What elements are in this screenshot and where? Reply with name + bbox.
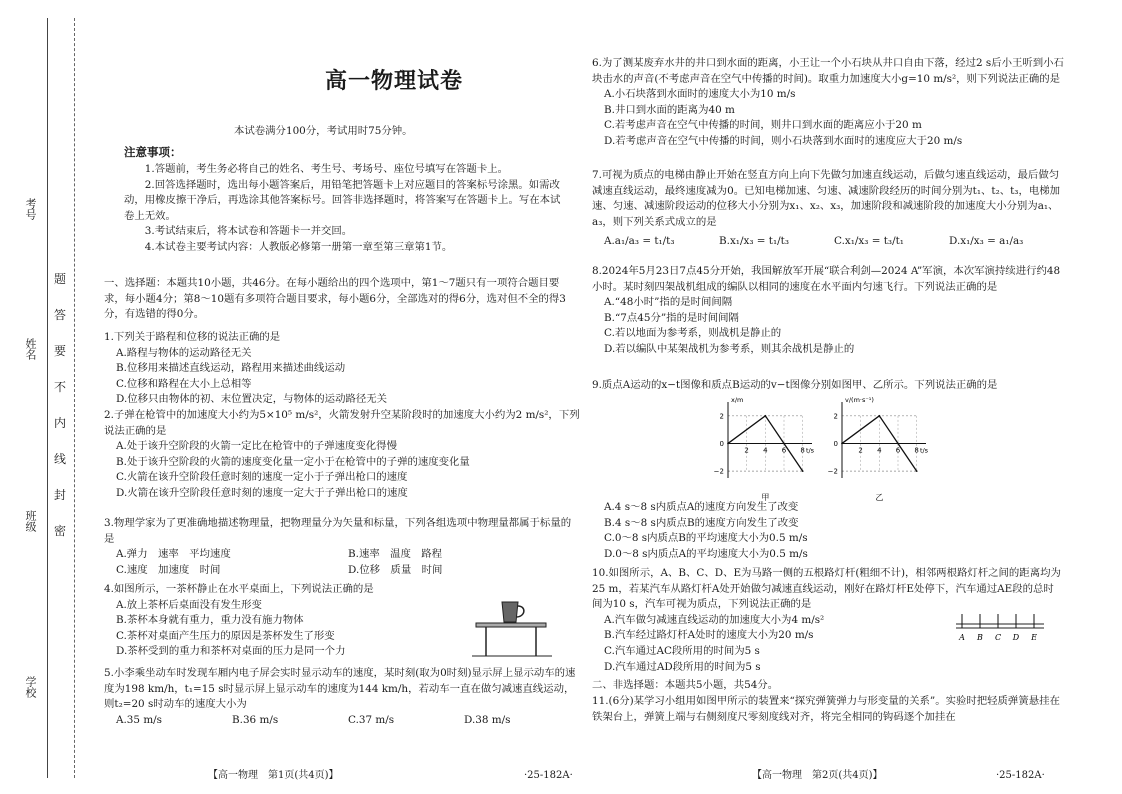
option: B.位移用来描述直线运动，路程用来描述曲线运动 [116, 362, 346, 375]
pole-label: D [1012, 633, 1020, 642]
question-2 [104, 408, 580, 502]
cup-icon [502, 602, 518, 622]
warning-char: 不 [53, 380, 66, 394]
question-stem: 10.如图所示，A、B、C、D、E为马路一侧的五根路灯杆(粗细不计)，相邻两根路灯杆之间的距离均为25 m，若某汽车从路灯杆A处开始做匀减速直线运动，刚好在路灯杆E处停下，汽车通过AE段的总时间为10 s，汽车可视为质点，下列说法正确的是 [592, 567, 1061, 611]
x-tick-label: 6 [895, 446, 901, 455]
x-tick-label: 6 [781, 446, 787, 455]
footer-page-right: 【高一物理 第2页(共4页)】 [752, 770, 883, 781]
y-tick-label: 0 [833, 439, 838, 448]
label-kaohao: 考号 [24, 198, 37, 220]
option: D.火箭在该升空阶段任意时刻的速度一定大于子弹出枪口的速度 [116, 486, 408, 499]
notice-item: 4.本试卷主要考试内容：人教版必修第一册第一章至第三章第1节。 [144, 240, 453, 253]
option: D.若以编队中某架战机为参考系，则其余战机是静止的 [604, 342, 855, 355]
x-axis-label: t/s [805, 446, 815, 455]
option: A.35 m/s [116, 713, 163, 726]
option: B.处于该升空阶段的火箭的速度变化量一定小于在枪管中的子弹的速度变化量 [116, 455, 470, 468]
option: C.速度 加速度 时间 [116, 563, 221, 576]
cup-on-table-figure [472, 598, 552, 660]
option: C.0～8 s内质点B的平均速度大小为0.5 m/s [604, 532, 808, 545]
chart-yi [824, 394, 944, 504]
option: B.井口到水面的距离为40 m [604, 103, 735, 116]
question-7 [592, 168, 1064, 250]
question-3 [104, 516, 580, 578]
right-column [592, 0, 1064, 794]
question-9-options [592, 500, 1064, 562]
option: A.放上茶杯后桌面没有发生形变 [116, 598, 262, 611]
option: D.位移只由物体的初、末位置决定，与物体的运动路径无关 [116, 393, 388, 406]
warning-char: 线 [53, 452, 66, 466]
option: A.4 s～8 s内质点A的速度方向发生了改变 [604, 501, 799, 513]
question-4 [104, 582, 484, 660]
notice-item: 3.考试结束后，将本试卷和答题卡一并交回。 [144, 225, 353, 237]
question-stem: 1.下列关于路程和位移的说法正确的是 [104, 331, 281, 343]
warning-char: 题 [53, 272, 66, 286]
question-11 [592, 694, 1064, 725]
street-poles-figure [954, 610, 1046, 646]
y-tick-label: −2 [827, 467, 838, 476]
option: C.若以地面为参考系，则战机是静止的 [604, 327, 782, 340]
warning-char: 封 [53, 488, 66, 502]
option: D.0～8 s内质点A的平均速度大小为0.5 m/s [604, 547, 808, 560]
option: D.38 m/s [464, 713, 511, 726]
x-tick-label: 8 [914, 446, 919, 455]
cup-handle [517, 606, 524, 617]
pole-label: C [994, 633, 1002, 642]
data-point [802, 470, 804, 472]
option: A.处于该升空阶段的火箭一定比在枪管中的子弹速度变化得慢 [116, 440, 397, 453]
option: A.a₁/a₃ = t₁/t₃ [604, 235, 675, 248]
y-tick-label: 2 [719, 412, 724, 421]
option-row [592, 234, 1064, 250]
option: B.“7点45分”指的是时间间隔 [604, 311, 739, 324]
option: A.弹力 速率 平均速度 [116, 548, 231, 561]
section-2-heading: 二、非选择题：本题共5小题，共54分。 [592, 679, 779, 691]
x-tick-label: 4 [763, 446, 768, 455]
pole-label: B [977, 633, 983, 642]
data-point [783, 443, 785, 445]
question-stem: 4.如图所示，一茶杯静止在水平桌面上，下列说法正确的是 [104, 583, 374, 595]
option: C.汽车通过AC段所用的时间为5 s [604, 644, 760, 657]
option: C.火箭在该升空阶段任意时刻的速度一定小于子弹出枪口的速度 [116, 471, 408, 484]
notice-item: 2.回答选择题时，选出每小题答案后，用铅笔把答题卡上对应题目的答案标号涂黑。如需改动，用橡皮擦干净后，再选涂其他答案标号。回答非选择题时，将答案写在答题卡上。写在本试卷上无效。 [124, 178, 561, 222]
question-6 [592, 56, 1064, 150]
data-point [897, 443, 899, 445]
y-axis-label: v/(m·s⁻¹) [845, 396, 874, 404]
option: D.若考虑声音在空气中传播的时间，则小石块落到水面时的速度应大于20 m/s [604, 134, 963, 147]
option: B.x₁/x₃ = t₁/t₃ [719, 235, 789, 248]
question-8 [592, 264, 1064, 358]
option: C.茶杯对桌面产生压力的原因是茶杯发生了形变 [116, 629, 335, 642]
data-point [841, 443, 843, 445]
option: A.小石块落到水面时的速度大小为10 m/s [604, 88, 796, 101]
chart-jia [710, 394, 830, 504]
subtitle: 本试卷满分100分，考试用时75分钟。 [234, 125, 413, 137]
question-stem: 2.子弹在枪管中的加速度大小约为5×10⁵ m/s²，火箭发射升空某阶段时的加速度大小约为2 m/s²，下列说法正确的是 [104, 409, 580, 437]
x-tick-label: 8 [800, 446, 805, 455]
option: B.4 s～8 s内质点B的速度方向发生了改变 [604, 516, 799, 529]
question-9 [592, 378, 1064, 394]
data-point [764, 415, 766, 417]
notice-item: 1.答题前，考生务必将自己的姓名、考生号、考场号、座位号填写在答题卡上。 [144, 163, 508, 175]
table-top [476, 623, 546, 627]
option: D.位移 质量 时间 [348, 563, 443, 576]
label-xuexiao: 学校 [24, 676, 37, 698]
option: B.汽车经过路灯杆A处时的速度大小为20 m/s [604, 629, 814, 642]
option: D.茶杯受到的重力和茶杯对桌面的压力是同一个力 [116, 645, 346, 658]
option: B.速率 温度 路程 [348, 548, 443, 561]
warning-char: 答 [53, 308, 66, 322]
warning-char: 密 [53, 524, 66, 538]
option: C.37 m/s [348, 713, 395, 726]
footer-code-left: ·25-182A· [524, 770, 573, 781]
label-xingming: 姓名 [24, 338, 37, 360]
binding-dashed-line [74, 18, 75, 778]
warning-char: 内 [53, 416, 66, 430]
chart-title: 乙 [875, 493, 884, 502]
question-stem: 11.(6分)某学习小组用如图甲所示的装置来“探究弹簧弹力与形变量的关系”。实验时把轻质弹簧悬挂在铁架台上，弹簧上端与右侧刻度尺零刻度线对齐，将完全相同的钩码逐个加挂在 [592, 695, 1060, 723]
page-title: 高一物理试卷 [324, 68, 463, 94]
y-tick-label: −2 [713, 467, 724, 476]
x-tick-label: 2 [858, 446, 863, 455]
option-row [104, 563, 580, 579]
y-tick-label: 2 [833, 412, 838, 421]
option: B.茶杯本身就有重力，重力没有施力物体 [116, 614, 304, 627]
notice-heading: 注意事项： [124, 145, 182, 159]
x-tick-label: 4 [877, 446, 882, 455]
footer-page-left: 【高一物理 第1页(共4页)】 [208, 770, 339, 781]
x-axis-label: t/s [919, 446, 929, 455]
option: C.x₁/x₃ = t₃/t₁ [834, 235, 904, 248]
notice-list [124, 162, 564, 255]
binding-margin [0, 0, 100, 794]
option: C.位移和路程在大小上总相等 [116, 377, 252, 390]
footer-code-right: ·25-182A· [996, 770, 1045, 781]
chart-title: 甲 [761, 493, 770, 502]
pole-label: A [959, 633, 965, 642]
question-stem: 7.可视为质点的电梯由静止开始在竖直方向上向下先做匀加速直线运动，后做匀速直线运动，最后做匀减速直线运动，最终速度减为0。已知电梯加速、匀速、减速阶段经历的时间分别为t₁、t₂、t₃，电梯加速、匀速、减速阶段运动的位移大小分别为x₁、x₂、x₃，加速阶段和减速阶段的加速度大小分别为a₁、a₃，则下列关系式成立的是 [592, 169, 1061, 228]
warning-char: 要 [53, 344, 66, 358]
question-stem: 8.2024年5月23日7点45分开始，我国解放军开展“联合利剑—2024 A”军演，本次军演持续进行约48小时。某时刻四架战机组成的编队以相同的速度在水平面内匀速飞行。下列说法正确的是 [592, 265, 1061, 293]
question-stem: 6.为了测某废弃水井的井口到水面的距离，小王让一个小石块从井口自由下落，经过2 s后小王听到小石块击水的声音(不考虑声音在空气中传播的时间)。取重力加速度大小g=10 m/s²，则下列说法正确的是 [592, 57, 1064, 85]
option: D.汽车通过AD段所用的时间为5 s [604, 660, 761, 673]
option: D.x₁/x₃ = a₁/a₃ [949, 235, 1024, 248]
y-axis-label: x/m [731, 396, 744, 404]
question-stem: 9.质点A运动的x−t图像和质点B运动的v−t图像分别如图甲、乙所示。下列说法正确的是 [592, 379, 998, 391]
option-row [104, 547, 580, 563]
option: A.路程与物体的运动路径无关 [116, 346, 252, 359]
option-row [104, 713, 580, 729]
question-stem: 3.物理学家为了更准确地描述物理量，把物理量分为矢量和标量，下列各组选项中物理量都属于标量的是 [104, 517, 572, 545]
option: A.汽车做匀减速直线运动的加速度大小为4 m/s² [604, 613, 825, 626]
option: C.若考虑声音在空气中传播的时间，则井口到水面的距离应小于20 m [604, 119, 922, 132]
question-1 [104, 330, 580, 408]
option: A.“48小时”指的是时间间隔 [604, 296, 733, 309]
data-point [727, 443, 729, 445]
question-5 [104, 666, 580, 728]
data-point [916, 470, 918, 472]
y-tick-label: 0 [719, 439, 724, 448]
section-1-heading: 一、选择题：本题共10小题，共46分。在每小题给出的四个选项中，第1～7题只有一项符合题目要求，每小题4分；第8～10题有多项符合题目要求，每小题6分，全部选对的得6分，选对但不全的得3分，有选错的得0分。 [104, 277, 566, 321]
data-point [878, 415, 880, 417]
x-tick-label: 2 [744, 446, 749, 455]
left-column [104, 0, 580, 794]
binding-solid-line [47, 18, 48, 778]
question-stem: 5.小李乘坐动车时发现车厢内电子屏会实时显示动车的速度，某时刻(取为0时刻)显示屏上显示动车的速度为198 km/h，t₁=15 s时显示屏上显示动车的速度为144 km/h，若动车一直在做匀减速直线运动，则t₂=20 s时动车的速度大小为 [104, 667, 576, 711]
option: B.36 m/s [232, 713, 279, 726]
pole-label: E [1031, 633, 1037, 642]
label-banji: 班级 [24, 510, 37, 532]
